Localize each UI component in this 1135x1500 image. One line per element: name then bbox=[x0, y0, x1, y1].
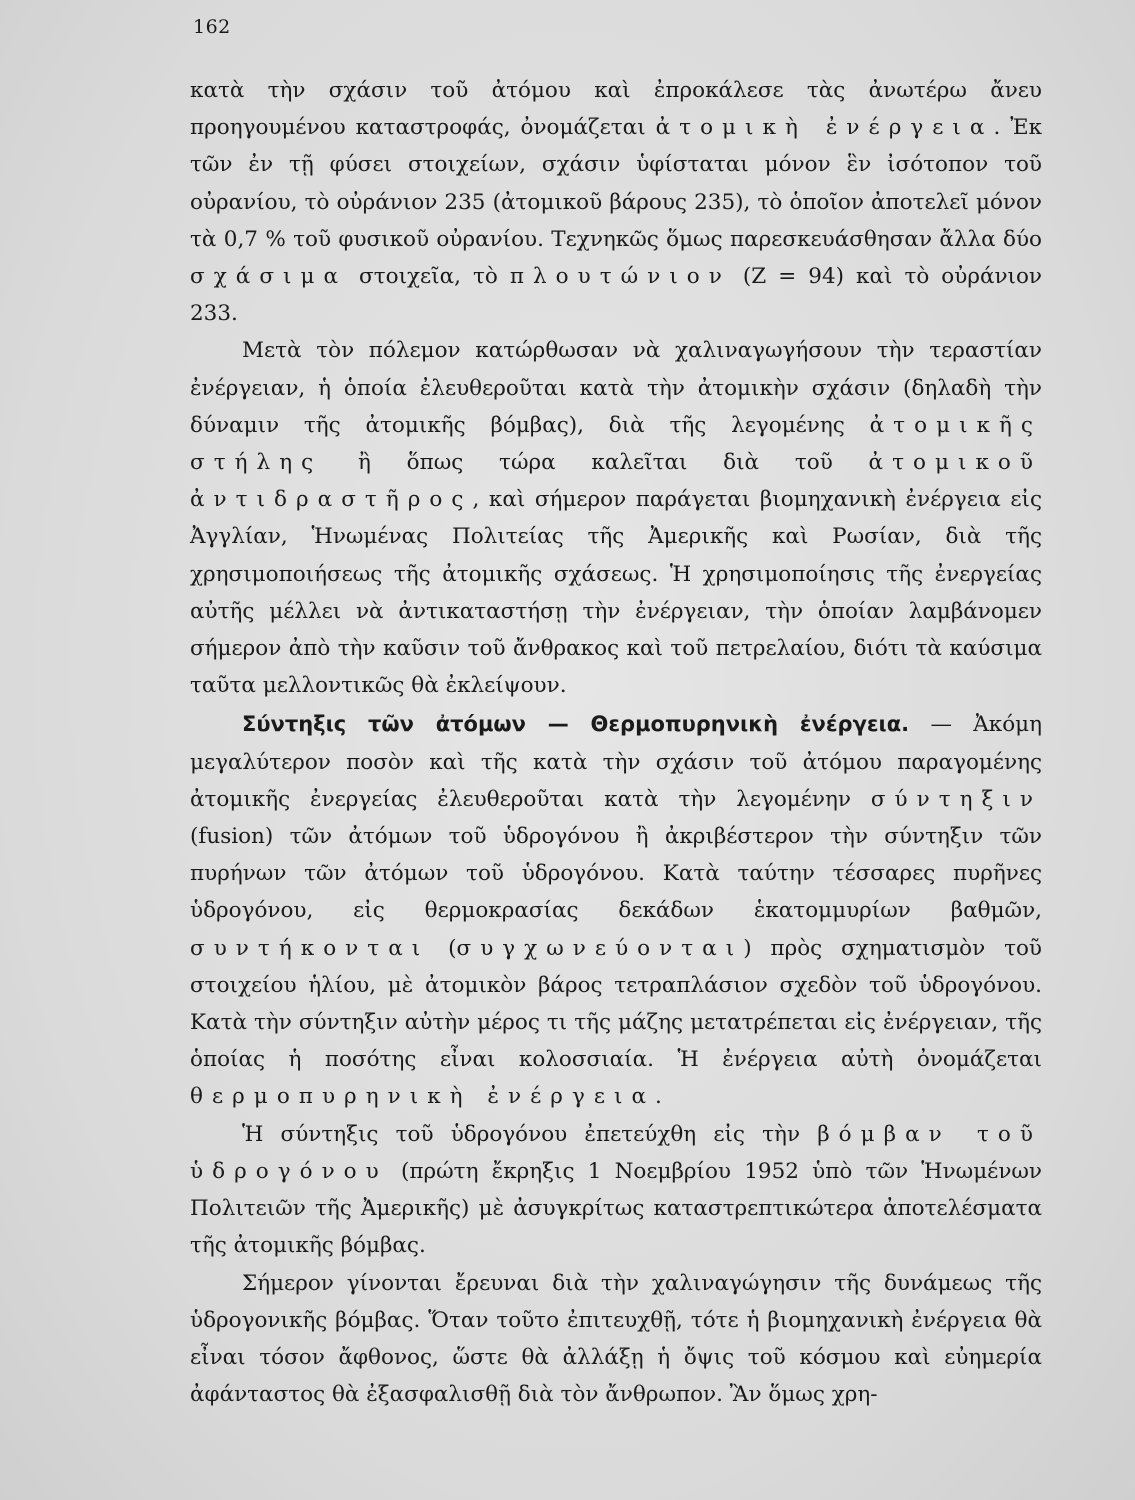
spaced-term: θερμοπυρηνικὴ ἐνέργεια bbox=[190, 1084, 655, 1110]
text-run: , καὶ σήμερον παράγεται βιομηχανικὴ ἐνέργεια εἰς Ἀγγλίαν, Ἡνωμένας Πολιτείας τῆς Ἀμερικῆς καὶ Ρωσίαν, διὰ τῆς χρησιμοποιήσεως τῆς ἀτομικῆς σχάσεως. Ἡ χρησιμοποίησις τῆς ἐνεργείας αὐτῆς μέλλει νὰ ἀντικαταστήσῃ τὴν ἐνέργειαν, τὴν ὁποίαν λαμβάνομεν σήμερον ἀπὸ τὴν καῦσιν τοῦ ἄνθρακος καὶ τοῦ πετρελαίου, διότι τὰ καύσιμα ταῦτα μελλοντικῶς θὰ ἐκλείψουν. bbox=[190, 487, 1042, 699]
section-heading: Σύντηξις τῶν ἀτόμων — Θερμοπυρηνικὴ ἐνέργεια. bbox=[242, 712, 910, 737]
text-run: ) πρὸς σχηματισμὸν τοῦ στοιχείου ἡλίου, μὲ ἀτομικὸν βάρος τετραπλάσιον σχεδὸν τοῦ ὑδρογόνου. Κατὰ τὴν σύντηξιν αὐτὴν μέρος τι τῆς μάζης μετατρέπεται εἰς ἐνέργειαν, τῆς ὁποίας ἡ ποσότης εἶναι κολοσσιαία. Ἡ ἐνέργεια αὐτὴ ὀνομάζεται bbox=[190, 935, 1042, 1073]
spaced-term: πλουτώνιον bbox=[509, 264, 731, 290]
text-run: Σήμερον γίνονται ἔρευναι διὰ τὴν χαλιναγώγησιν τῆς δυνάμεως τῆς ὑδρογονικῆς βόμβας. Ὅταν τοῦτο ἐπιτευχθῇ, τότε ἡ βιομηχανικὴ ἐνέργεια θὰ εἶναι τόσον ἄφθονος, ὥστε θὰ ἀλλάξῃ ἡ ὄψις τοῦ κόσμου καὶ εὐημερία ἀφάνταστος θὰ ἐξασφαλισθῇ διὰ τὸν ἄνθρωπον. Ἂν ὅμως χρη- bbox=[190, 1270, 1042, 1408]
paragraph-reactor bbox=[190, 332, 1042, 704]
paragraph-fusion bbox=[190, 706, 1042, 1115]
text-run: — Ἀκόμη μεγαλύτερον ποσὸν καὶ τῆς κατὰ τὴν σχάσιν τοῦ ἀτόμου παραγομένης ἀτομικῆς ἐνεργείας ἐλευθεροῦται κατὰ τὴν λεγομένην bbox=[190, 712, 1042, 812]
text-run: (fusion) τῶν ἀτόμων τοῦ ὑδρογόνου ἢ ἀκριβέστερον τὴν σύντηξιν τῶν πυρήνων τῶν ἀτόμων τοῦ ὑδρογόνου. Κατὰ ταύτην τέσσαρες πυρῆνες ὑδρογόνου, εἰς θερμοκρασίας δεκάδων ἑκατομμυρίων βαθμῶν, bbox=[190, 824, 1042, 924]
page-number: 162 bbox=[193, 16, 231, 38]
text-run: (Ζ = 94) καὶ τὸ οὐράνιον 233. bbox=[190, 264, 1042, 327]
spaced-term: σύντηξιν bbox=[870, 786, 1042, 812]
spaced-term: ἀτομικῆς στήλης bbox=[190, 412, 1042, 476]
text-run: . bbox=[655, 1084, 662, 1110]
text-run: κατὰ τὴν σχάσιν τοῦ ἀτόμου καὶ ἐπροκάλεσε τὰς ἀνωτέρω ἄνευ προηγουμένου καταστροφάς, ὀνομάζεται bbox=[190, 78, 1042, 141]
paragraph-research bbox=[190, 1265, 1042, 1414]
spaced-term: συντήκονται bbox=[190, 935, 430, 961]
text-run: ( bbox=[429, 935, 457, 961]
text-run: . Ἐκ τῶν ἐν τῇ φύσει στοιχείων, σχάσιν ὑφίσταται μόνον ἓν ἰσότοπον τοῦ οὐρανίου, τὸ οὐράνιον 235 (ἀτομικοῦ βάρους 235), τὸ ὁποῖον ἀποτελεῖ μόνον τὰ 0,7 % τοῦ φυσικοῦ οὐρανίου. Τεχνηκῶς ὅμως παρεσκευάσθησαν ἄλλα δύο bbox=[190, 115, 1043, 252]
paragraph-atomic-energy bbox=[190, 72, 1042, 332]
text-run: Ἡ σύντηξις τοῦ ὑδρογόνου ἐπετεύχθη εἰς τὴν bbox=[242, 1121, 818, 1147]
text-run: στοιχεῖα, τὸ bbox=[347, 264, 510, 290]
spaced-term: συγχωνεύονται bbox=[456, 935, 744, 961]
spaced-term: σχάσιμα bbox=[190, 264, 348, 290]
spaced-term: ἀτομικὴ ἐνέργεια bbox=[655, 115, 994, 141]
text-run: (πρώτη ἔκρηξις 1 Νοεμβρίου 1952 ὑπὸ τῶν Ἡνωμένων Πολιτειῶν τῆς Ἀμερικῆς) μὲ ἀσυγκρίτως καταστρεπτικώτερα ἀποτελέσματα τῆς ἀτομικῆς βόμβας. bbox=[190, 1158, 1042, 1259]
body-text bbox=[190, 72, 1042, 1413]
text-run: Μετὰ τὸν πόλεμον κατώρθωσαν νὰ χαλιναγωγήσουν τὴν τεραστίαν ἐνέργειαν, ἡ ὁποία ἐλευθεροῦται κατὰ τὴν ἀτομικὴν σχάσιν (δηλαδὴ τὴν δύναμιν τῆς ἀτομικῆς βόμβας), διὰ τῆς λεγομένης bbox=[190, 338, 1042, 438]
paragraph-hydrogen-bomb bbox=[190, 1116, 1042, 1265]
spaced-term: ἀτομικοῦ ἀντιδραστῆρος bbox=[190, 450, 1042, 513]
text-run: ἢ ὅπως τώρα καλεῖται διὰ τοῦ bbox=[322, 450, 869, 476]
spaced-term: βόμβαν τοῦ ὑδρογόνου bbox=[190, 1121, 1042, 1184]
